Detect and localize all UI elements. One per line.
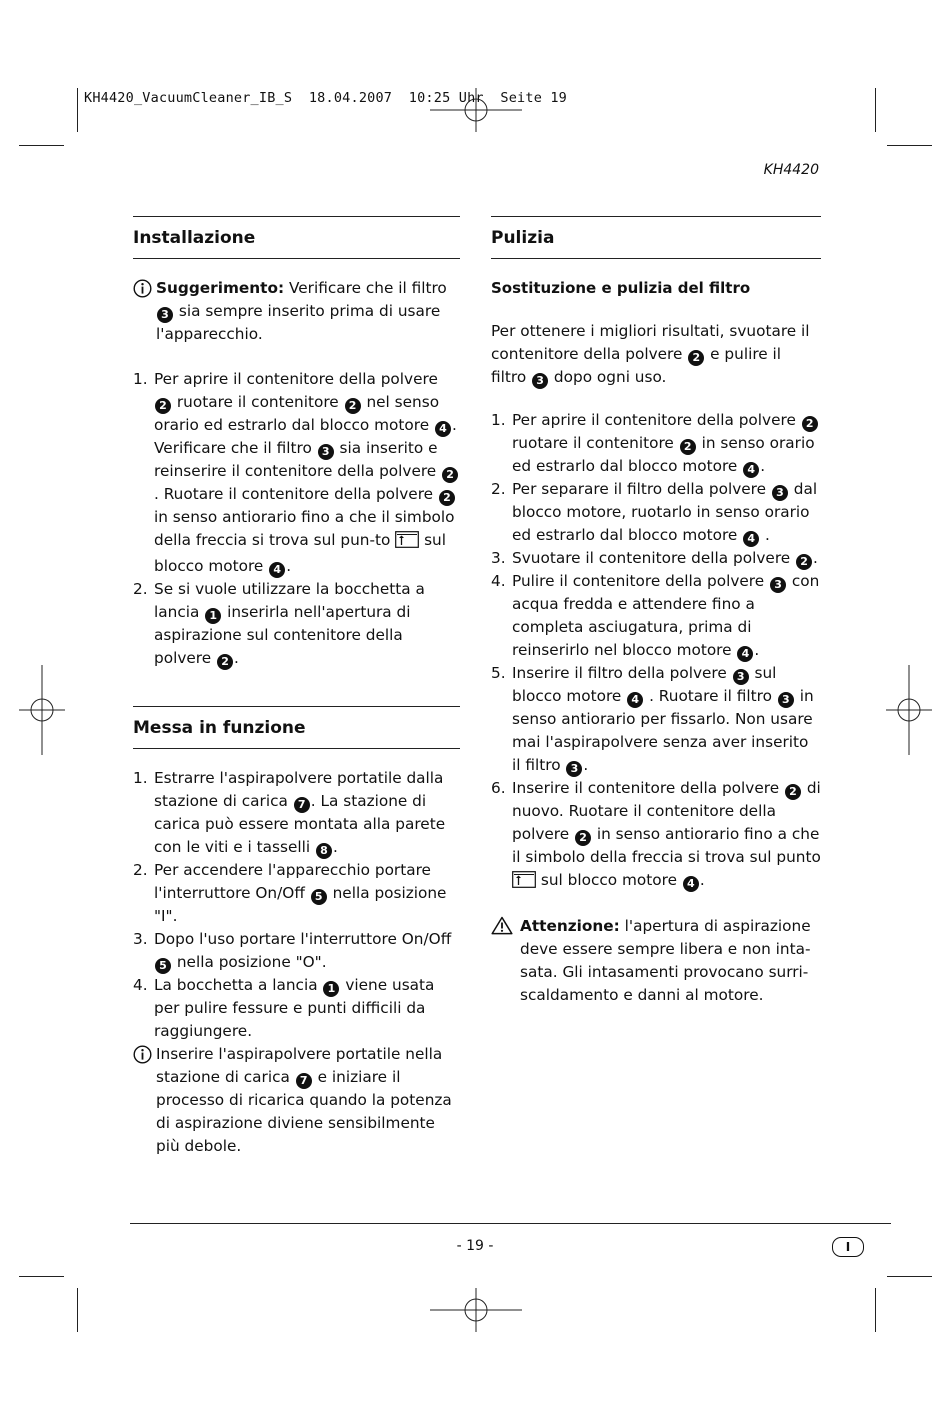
language-badge: I — [832, 1237, 864, 1257]
list-item: 1. Per aprire il contenitore della polvere 2 ruotare il contenitore 2 nel senso orario ed estrarlo dal blocco motore 4 . Verificare che il filtro 3 sia inserito e reinserire il contenitore della polvere 2. Ruotare il contenitore della polvere 2 in senso antiorario fino a che il simbolo della freccia si trova sul pun-to sul blocco motore 4 . — [133, 370, 457, 576]
section-title-installazione: Installazione — [133, 216, 460, 259]
part-ref-2: 2 — [345, 398, 361, 414]
print-slug: KH4420_VacuumCleaner_IB_S 18.04.2007 10:25 Uhr Seite 19 — [84, 90, 568, 106]
section-title-pulizia: Pulizia — [491, 216, 821, 259]
part-ref-2: 2 — [439, 490, 455, 506]
list-item: 2. Se si vuole utilizzare la bocchetta a lancia 1 inserirla nell'apertura di aspirazione sul contenitore della polvere 2 . — [133, 580, 425, 668]
list-item: 2. Per accendere l'apparecchio portare l'interruttore On/Off 5 nella posizione "I". — [133, 861, 447, 925]
crop-mark — [77, 88, 78, 132]
list-item: 4. Pulire il contenitore della polvere 3 con acqua fredda e attendere fino a completa asciugatura, prima di reinserirlo nel blocco motore 4 . — [491, 572, 820, 660]
part-ref-2: 2 — [575, 830, 591, 846]
part-ref-4: 4 — [743, 462, 759, 478]
part-ref-5: 5 — [155, 958, 171, 974]
start-steps — [133, 767, 460, 1043]
part-ref-1: 1 — [205, 608, 221, 624]
part-ref-4: 4 — [743, 531, 759, 547]
part-ref-3: 3 — [733, 669, 749, 685]
part-ref-5: 5 — [311, 889, 327, 905]
registration-mark — [19, 665, 65, 755]
crop-mark — [887, 1276, 932, 1277]
warning-icon — [491, 916, 513, 942]
crop-mark — [875, 88, 876, 132]
part-ref-2: 2 — [802, 416, 818, 432]
part-ref-3: 3 — [157, 307, 173, 323]
part-ref-2: 2 — [680, 439, 696, 455]
part-ref-3: 3 — [778, 692, 794, 708]
arrow-symbol-icon — [395, 531, 419, 555]
part-ref-4: 4 — [683, 876, 699, 892]
charging-note: Inserire l'aspirapolvere portatile nella stazione di carica 7 e iniziare il processo di ricarica quando la potenza di aspirazione diviene sensibilmente più debole. — [133, 1043, 460, 1158]
install-steps — [133, 368, 460, 670]
part-ref-2: 2 — [785, 784, 801, 800]
list-item: 6. Inserire il contenitore della polvere 2 di nuovo. Ruotare il contenitore della polvere 2 in senso antiorario fino a che il simbolo della freccia si trova sul punto sul blocco motore 4 . — [491, 777, 821, 895]
left-column — [133, 216, 460, 1180]
crop-mark — [875, 1288, 876, 1332]
subsection-title: Sostituzione e pulizia del filtro — [491, 279, 751, 297]
right-column — [491, 216, 821, 1007]
part-ref-4: 4 — [737, 646, 753, 662]
part-ref-4: 4 — [627, 692, 643, 708]
crop-mark — [19, 1276, 64, 1277]
model-number: KH4420 — [763, 162, 819, 178]
page-number: - 19 - — [456, 1238, 494, 1254]
crop-mark — [887, 145, 932, 146]
part-ref-3: 3 — [532, 373, 548, 389]
tip-note: Suggerimento: Verificare che il filtro 3 sia sempre inserito prima di usare l'apparecchio. — [133, 277, 460, 346]
info-icon — [133, 279, 152, 305]
part-ref-8: 8 — [316, 843, 332, 859]
crop-mark — [19, 145, 64, 146]
part-ref-2: 2 — [796, 554, 812, 570]
list-item: 1. Estrarre l'aspirapolvere portatile dalla stazione di carica 7 . La stazione di carica può essere montata alla parete con le viti e i tasselli 8 . — [133, 769, 446, 857]
part-ref-2: 2 — [442, 467, 458, 483]
arrow-symbol-icon — [512, 871, 536, 895]
list-item: 3. Dopo l'uso portare l'interruttore On/Off 5 nella posizione "O". — [133, 930, 452, 972]
list-item: 4. La bocchetta a lancia 1 viene usata per pulire fessure e punti difficili da raggiungere. — [133, 976, 435, 1040]
part-ref-1: 1 — [323, 981, 339, 997]
registration-mark — [886, 665, 932, 755]
part-ref-4: 4 — [269, 562, 285, 578]
list-item: 1. Per aprire il contenitore della polvere 2 ruotare il contenitore 2 in senso orario ed estrarlo dal blocco motore 4 . — [491, 409, 821, 478]
list-item: 5. Inserire il filtro della polvere 3 sul blocco motore 4 . Ruotare il filtro 3 in senso antiorario per fissarlo. Non usare mai l'aspirapolvere senza aver inserito il filtro 3 . — [491, 664, 814, 775]
part-ref-7: 7 — [296, 1073, 312, 1089]
part-ref-2: 2 — [155, 398, 171, 414]
warning-label: Attenzione: — [520, 917, 620, 935]
part-ref-3: 3 — [770, 577, 786, 593]
footer-rule — [130, 1223, 891, 1224]
registration-mark — [430, 1288, 522, 1332]
part-ref-2: 2 — [688, 350, 704, 366]
part-ref-7: 7 — [294, 797, 310, 813]
part-ref-3: 3 — [772, 485, 788, 501]
crop-mark — [77, 1288, 78, 1332]
tip-label: Suggerimento: — [156, 279, 285, 297]
part-ref-3: 3 — [566, 761, 582, 777]
warning-note: Attenzione: l'apertura di aspirazione deve essere sempre libera e non inta-sata. Gli intasamenti provocano surri-scaldamento e danni al motore. — [491, 915, 821, 1007]
info-icon — [133, 1045, 152, 1071]
list-item: 3. Svuotare il contenitore della polvere 2 . — [491, 549, 818, 568]
intro-paragraph: Per ottenere i migliori risultati, svuotare il contenitore della polvere 2 e pulire il filtro 3 dopo ogni uso. — [491, 322, 810, 387]
cleaning-steps — [491, 409, 821, 895]
section-title-messa-in-funzione: Messa in funzione — [133, 706, 460, 749]
part-ref-2: 2 — [217, 654, 233, 670]
list-item: 2. Per separare il filtro della polvere 3 dal blocco motore, ruotarlo in senso orario ed estrarlo dal blocco motore 4 . — [491, 480, 818, 545]
part-ref-4: 4 — [435, 421, 451, 437]
part-ref-3: 3 — [318, 444, 334, 460]
